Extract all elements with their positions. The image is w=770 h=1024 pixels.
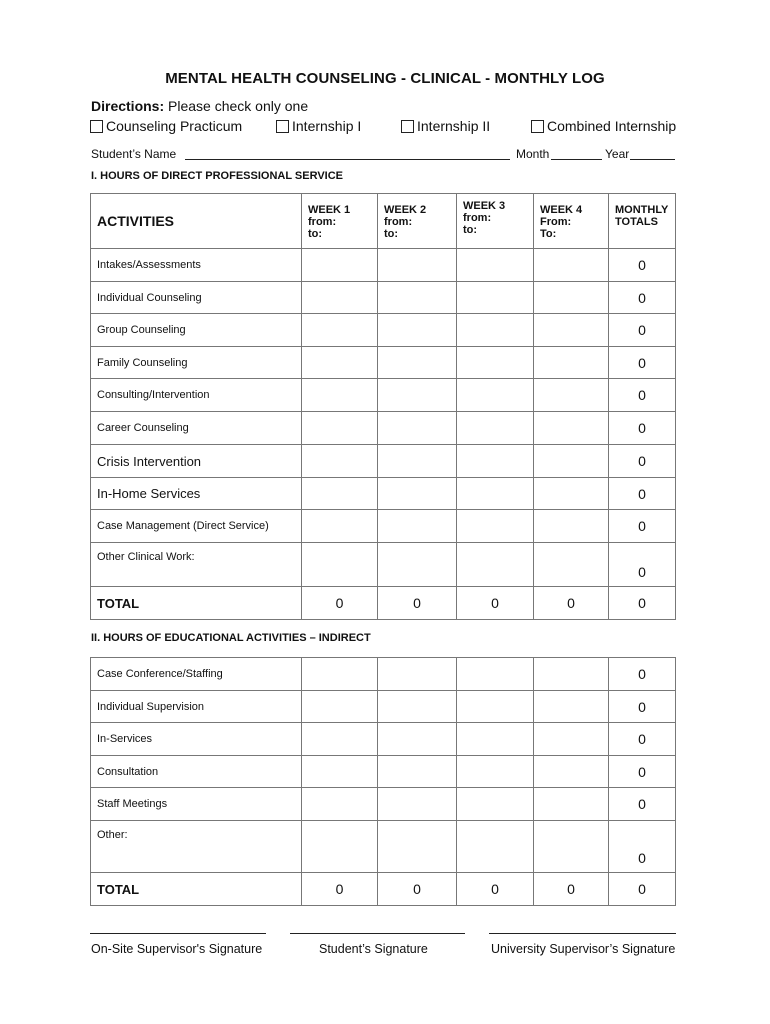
week-cell[interactable]	[302, 249, 378, 282]
option-internship-i[interactable]	[276, 118, 361, 134]
week-cell[interactable]	[378, 445, 457, 478]
activity-name: Group Counseling	[91, 314, 302, 347]
week-cell[interactable]	[378, 347, 457, 379]
student-info-line	[91, 145, 677, 161]
week-cell[interactable]	[302, 412, 378, 445]
week-cell[interactable]	[457, 412, 534, 445]
week-cell[interactable]	[457, 723, 534, 756]
week-cell[interactable]	[378, 478, 457, 510]
week-label: WEEK 1	[308, 204, 351, 216]
table-row	[91, 249, 676, 282]
week-cell[interactable]	[534, 412, 609, 445]
week2-total: 0	[378, 873, 457, 906]
activities-header: ACTIVITIES	[91, 194, 302, 249]
section2-title: II. HOURS OF EDUCATIONAL ACTIVITIES – INDIRECT	[91, 632, 371, 644]
week-cell[interactable]	[457, 314, 534, 347]
week-cell[interactable]	[302, 314, 378, 347]
checkbox-icon[interactable]	[276, 120, 289, 133]
option-label: Combined Internship	[547, 118, 677, 134]
to-label: to:	[308, 228, 323, 240]
section1-title: I. HOURS OF DIRECT PROFESSIONAL SERVICE	[91, 170, 344, 182]
activity-name: In-Services	[91, 723, 302, 756]
activity-name: Individual Supervision	[91, 691, 302, 723]
year-field[interactable]	[630, 159, 675, 160]
week3-total: 0	[457, 873, 534, 906]
activity-name: Career Counseling	[91, 412, 302, 445]
row-total: 0	[609, 249, 676, 282]
student-name-field[interactable]	[185, 159, 510, 160]
checkbox-icon[interactable]	[90, 120, 103, 133]
week-cell[interactable]	[534, 445, 609, 478]
activity-name: Other Clinical Work:	[91, 543, 302, 587]
week-cell[interactable]	[302, 543, 378, 587]
year-label: Year	[605, 147, 630, 161]
monthly-totals-header	[609, 194, 676, 249]
week-cell[interactable]	[378, 821, 457, 873]
week-cell[interactable]	[457, 658, 534, 691]
week-cell[interactable]	[378, 723, 457, 756]
checkbox-icon[interactable]	[401, 120, 414, 133]
table-row	[91, 821, 676, 873]
week-cell[interactable]	[534, 691, 609, 723]
row-total: 0	[609, 347, 676, 379]
row-total: 0	[609, 788, 676, 821]
week1-total: 0	[302, 873, 378, 906]
from-label: from:	[308, 216, 337, 228]
week-cell[interactable]	[302, 445, 378, 478]
total-row	[91, 873, 676, 906]
week-cell[interactable]	[457, 510, 534, 543]
option-combined-internship[interactable]	[531, 118, 676, 134]
activity-name: Family Counseling	[91, 347, 302, 379]
row-total: 0	[609, 723, 676, 756]
week-label: WEEK 4	[540, 204, 583, 216]
checkbox-icon[interactable]	[531, 120, 544, 133]
indirect-activities-table	[90, 657, 676, 906]
week1-header	[302, 194, 378, 249]
row-total: 0	[609, 821, 676, 873]
table-row	[91, 543, 676, 587]
week-cell[interactable]	[457, 756, 534, 788]
week-label: WEEK 2	[384, 204, 427, 216]
university-supervisor-signature-label: University Supervisor’s Signature	[491, 942, 676, 956]
table-row	[91, 282, 676, 314]
option-label: Counseling Practicum	[106, 118, 243, 134]
week-cell[interactable]	[534, 543, 609, 587]
activity-name: Case Management (Direct Service)	[91, 510, 302, 543]
week2-total: 0	[378, 587, 457, 620]
row-total: 0	[609, 691, 676, 723]
week-cell[interactable]	[534, 379, 609, 412]
form-title: MENTAL HEALTH COUNSELING - CLINICAL - MONTHLY LOG	[165, 70, 605, 87]
table-row	[91, 314, 676, 347]
week-cell[interactable]	[457, 788, 534, 821]
student-name-label: Student’s Name	[91, 147, 177, 161]
week-cell[interactable]	[534, 249, 609, 282]
week-cell[interactable]	[302, 821, 378, 873]
activity-name: Intakes/Assessments	[91, 249, 302, 282]
to-label: to:	[463, 224, 478, 236]
row-total: 0	[609, 379, 676, 412]
week-cell[interactable]	[457, 347, 534, 379]
directions-text: Please check only one	[164, 98, 309, 114]
table-row	[91, 788, 676, 821]
week-cell[interactable]	[302, 788, 378, 821]
week-cell[interactable]	[457, 478, 534, 510]
week-cell[interactable]	[378, 510, 457, 543]
week-cell[interactable]	[378, 756, 457, 788]
week-cell[interactable]	[457, 379, 534, 412]
activity-name: Consultation	[91, 756, 302, 788]
from-label: from:	[384, 216, 413, 228]
week-cell[interactable]	[534, 347, 609, 379]
week-cell[interactable]	[534, 282, 609, 314]
week2-header	[378, 194, 457, 249]
row-total: 0	[609, 412, 676, 445]
directions-label: Directions:	[91, 98, 165, 114]
week-cell[interactable]	[302, 510, 378, 543]
activity-name: In-Home Services	[91, 478, 302, 510]
totals-label: TOTALS	[615, 216, 658, 228]
to-label: to:	[384, 228, 399, 240]
week4-header	[534, 194, 609, 249]
week-label: WEEK 3	[463, 200, 506, 212]
table-row	[91, 347, 676, 379]
week-cell[interactable]	[457, 821, 534, 873]
row-total: 0	[609, 478, 676, 510]
week-cell[interactable]	[378, 658, 457, 691]
direct-service-table	[90, 193, 676, 620]
university-supervisor-signature-line[interactable]	[489, 933, 676, 934]
week4-total: 0	[534, 873, 609, 906]
week-cell[interactable]	[378, 412, 457, 445]
week-cell[interactable]	[534, 314, 609, 347]
row-total: 0	[609, 282, 676, 314]
onsite-supervisor-signature-line[interactable]	[90, 933, 266, 934]
row-total: 0	[609, 543, 676, 587]
row-total: 0	[609, 510, 676, 543]
table-row	[91, 445, 676, 478]
row-total: 0	[609, 658, 676, 691]
onsite-supervisor-signature-label: On-Site Supervisor's Signature	[91, 942, 263, 956]
week3-total: 0	[457, 587, 534, 620]
week-cell[interactable]	[302, 379, 378, 412]
activity-name: Consulting/Intervention	[91, 379, 302, 412]
activity-name: Staff Meetings	[91, 788, 302, 821]
week-cell[interactable]	[302, 723, 378, 756]
option-label: Internship II	[417, 118, 491, 134]
week-cell[interactable]	[534, 788, 609, 821]
week3-header	[457, 194, 534, 249]
total-label: TOTAL	[91, 587, 302, 620]
week-cell[interactable]	[457, 543, 534, 587]
week-cell[interactable]	[534, 478, 609, 510]
week-cell[interactable]	[378, 788, 457, 821]
from-label: From:	[540, 216, 572, 228]
week-cell[interactable]	[534, 658, 609, 691]
week1-total: 0	[302, 587, 378, 620]
table-header-row	[91, 194, 676, 249]
from-label: from:	[463, 212, 492, 224]
option-counseling-practicum[interactable]	[90, 118, 242, 134]
week-cell[interactable]	[378, 543, 457, 587]
student-signature-label: Student’s Signature	[319, 942, 428, 956]
table-row	[91, 658, 676, 691]
activity-name: Crisis Intervention	[91, 445, 302, 478]
week-cell[interactable]	[378, 282, 457, 314]
table-row	[91, 756, 676, 788]
week-cell[interactable]	[457, 249, 534, 282]
week-cell[interactable]	[302, 282, 378, 314]
week-cell[interactable]	[378, 379, 457, 412]
activity-name: Case Conference/Staffing	[91, 658, 302, 691]
week-cell[interactable]	[534, 723, 609, 756]
week-cell[interactable]	[378, 249, 457, 282]
program-options	[90, 118, 680, 136]
week-cell[interactable]	[302, 478, 378, 510]
week-cell[interactable]	[378, 314, 457, 347]
activity-name: Individual Counseling	[91, 282, 302, 314]
row-total: 0	[609, 314, 676, 347]
month-field[interactable]	[551, 159, 602, 160]
option-label: Internship I	[292, 118, 362, 134]
week-cell[interactable]	[302, 658, 378, 691]
to-label: To:	[540, 228, 557, 240]
row-total: 0	[609, 445, 676, 478]
week-cell[interactable]	[302, 756, 378, 788]
student-signature-line[interactable]	[290, 933, 465, 934]
totals-label: MONTHLY	[615, 204, 669, 216]
table-row	[91, 723, 676, 756]
week-cell[interactable]	[302, 347, 378, 379]
row-total: 0	[609, 756, 676, 788]
table-row	[91, 691, 676, 723]
table-row	[91, 379, 676, 412]
table-row	[91, 412, 676, 445]
month-label: Month	[516, 147, 550, 161]
week-cell[interactable]	[457, 691, 534, 723]
directions	[91, 98, 308, 114]
option-internship-ii[interactable]	[401, 118, 490, 134]
week-cell[interactable]	[457, 282, 534, 314]
week-cell[interactable]	[302, 691, 378, 723]
total-row	[91, 587, 676, 620]
table-row	[91, 478, 676, 510]
week-cell[interactable]	[534, 821, 609, 873]
week-cell[interactable]	[378, 691, 457, 723]
grand-total: 0	[609, 873, 676, 906]
week-cell[interactable]	[534, 510, 609, 543]
table-row	[91, 510, 676, 543]
grand-total: 0	[609, 587, 676, 620]
activity-name: Other:	[91, 821, 302, 873]
week4-total: 0	[534, 587, 609, 620]
week-cell[interactable]	[457, 445, 534, 478]
week-cell[interactable]	[534, 756, 609, 788]
total-label: TOTAL	[91, 873, 302, 906]
